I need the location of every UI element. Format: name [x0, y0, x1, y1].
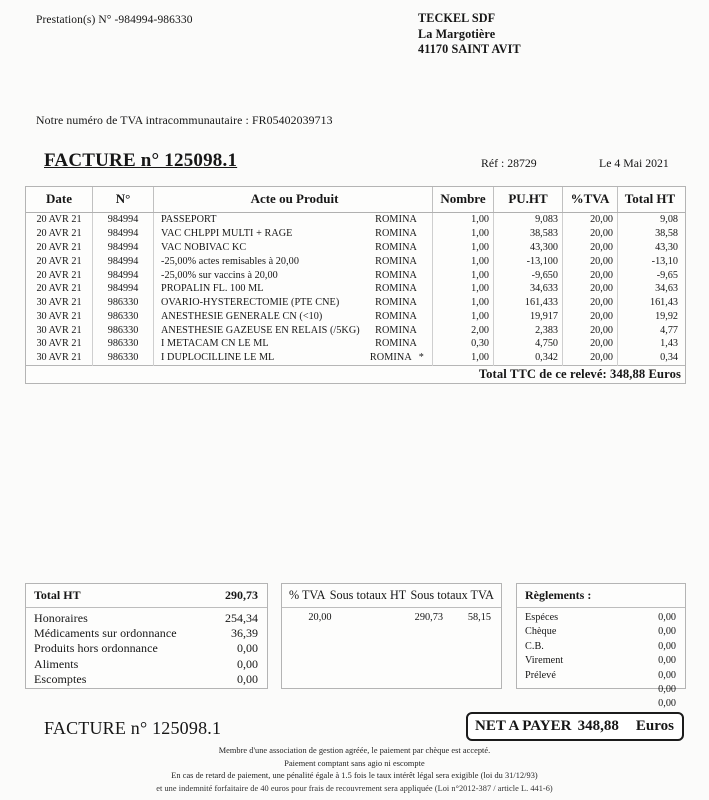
payments-header: [517, 584, 685, 608]
totals-row-value: 36,39: [231, 626, 258, 641]
cell-act: [154, 241, 433, 255]
table-row: [26, 254, 685, 268]
cell-date: 20 AVR 21: [26, 254, 93, 268]
column-header-total-ht: Total HT: [618, 187, 686, 213]
payment-row: [525, 654, 676, 668]
cell-number: 984994: [93, 227, 154, 241]
legal-line: Paiement comptant sans agio ni escompte: [284, 758, 425, 768]
legal-notice: [0, 745, 709, 795]
totals-row-value: 0,00: [237, 671, 258, 686]
act-owner: [375, 270, 428, 281]
cell-quantity: 1,00: [433, 351, 494, 365]
act-owner: [375, 242, 428, 253]
table-row: [26, 309, 685, 323]
payments-box: [516, 583, 686, 710]
owner-name: ROMINA: [375, 255, 417, 267]
cell-quantity: 1,00: [433, 254, 494, 268]
cell-vat-rate: 20,00: [563, 337, 618, 351]
payment-row: [525, 697, 676, 711]
vendor-name: TECKEL SDF: [418, 11, 496, 25]
act-label: ANESTHESIE GENERALE CN (<10): [161, 310, 323, 322]
cell-date: 20 AVR 21: [26, 241, 93, 255]
table-row: [26, 337, 685, 351]
table-row: [26, 296, 685, 310]
totals-row-value: 254,34: [225, 611, 258, 625]
cell-total-ht: 1,43: [660, 338, 678, 350]
totals-row: [34, 672, 258, 687]
table-header: [26, 187, 685, 213]
cell-date: 20 AVR 21: [26, 213, 93, 227]
column-header-quantity: Nombre: [433, 187, 494, 213]
cell-number: 986330: [93, 323, 154, 337]
cell-vat-rate: 20,00: [563, 296, 618, 310]
legal-line: Membre d'une association de gestion agréée, le paiement par chèque est accepté.: [218, 746, 491, 755]
cell-number: 984994: [93, 268, 154, 282]
payment-row: [525, 683, 676, 697]
cell-date: 30 AVR 21: [26, 309, 93, 323]
cell-unit-price: 161,433: [494, 296, 563, 310]
vendor-address-block: [418, 11, 521, 58]
prestation-reference: Prestation(s) N° -984994-986330: [36, 14, 193, 26]
cell-vat-rate: 20,00: [563, 351, 618, 365]
column-header-act: Acte ou Produit: [154, 187, 433, 213]
intracommunity-vat-number: Notre numéro de TVA intracommunautaire : FR05402039713: [36, 113, 333, 127]
totals-row-label: Escomptes: [34, 671, 87, 686]
net-to-pay-label: NET A PAYER: [475, 718, 572, 734]
owner-asterisk: *: [418, 352, 424, 364]
cell-quantity: 1,00: [433, 296, 494, 310]
totals-row: [34, 611, 258, 626]
totals-ht-header: [26, 584, 267, 608]
act-label: OVARIO-HYSTERECTOMIE (PTE CNE): [161, 297, 340, 309]
cell-date: 30 AVR 21: [26, 296, 93, 310]
cell-vat-rate: 20,00: [563, 213, 618, 227]
cell-act: [154, 213, 433, 227]
cell-total-ht: 9,08: [660, 214, 678, 226]
cell-total-ht: 19,92: [655, 310, 678, 322]
cell-date: 20 AVR 21: [26, 227, 93, 241]
cell-number: 984994: [93, 213, 154, 227]
cell-number: 984994: [93, 241, 154, 255]
table-footer: [26, 365, 685, 383]
footer-invoice-title: FACTURE n° 125098.1: [44, 718, 222, 738]
vat-row-subtotal-tva: 58,15: [467, 612, 491, 623]
summary-boxes: [25, 583, 686, 710]
owner-name: ROMINA: [375, 297, 417, 309]
table-row: [26, 282, 685, 296]
cell-act: [154, 296, 433, 310]
cell-quantity: 1,00: [433, 213, 494, 227]
cell-total-ht: 34,63: [655, 283, 678, 295]
totals-row: [34, 641, 258, 656]
cell-unit-price: 2,383: [494, 323, 563, 337]
payment-row-label: Virement: [525, 655, 564, 667]
cell-vat-rate: 20,00: [563, 323, 618, 337]
cell-total-ht: 0,34: [660, 352, 678, 364]
cell-total-ht: 4,77: [660, 324, 678, 336]
act-label: -25,00% sur vaccins à 20,00: [161, 269, 278, 281]
cell-unit-price: 19,917: [494, 309, 563, 323]
owner-name: ROMINA: [375, 241, 417, 253]
cell-date: 30 AVR 21: [26, 351, 93, 365]
payment-row-value: 0,00: [658, 640, 676, 652]
net-to-pay-currency: Euros: [635, 718, 674, 734]
totals-row: [34, 626, 258, 641]
cell-number: 986330: [93, 351, 154, 365]
cell-number: 984994: [93, 282, 154, 296]
act-owner: [375, 228, 428, 239]
net-to-pay-box: [466, 712, 684, 741]
column-header-date: Date: [26, 187, 93, 213]
cell-date: 30 AVR 21: [26, 337, 93, 351]
vat-breakdown-box: [281, 583, 502, 689]
cell-quantity: 1,00: [433, 227, 494, 241]
owner-name: ROMINA: [375, 310, 417, 322]
payment-row-value: 0,00: [658, 684, 676, 696]
vat-col-subtotal-ht: Sous totaux HT: [329, 588, 407, 602]
cell-total-ht: -9,65: [656, 269, 678, 281]
act-label: ANESTHESIE GAZEUSE EN RELAIS (/5KG): [161, 324, 360, 336]
payments-body: [517, 608, 685, 712]
payments-title: Règlements :: [525, 588, 592, 602]
vendor-street: La Margotière: [418, 26, 496, 41]
cell-unit-price: 4,750: [494, 337, 563, 351]
cell-date: 30 AVR 21: [26, 323, 93, 337]
cell-vat-rate: 20,00: [563, 254, 618, 268]
act-label: PROPALIN FL. 100 ML: [161, 283, 264, 295]
cell-act: [154, 282, 433, 296]
column-header-vat-rate: %TVA: [563, 187, 618, 213]
totals-row: [34, 657, 258, 672]
cell-act: [154, 323, 433, 337]
cell-unit-price: -13,100: [494, 254, 563, 268]
table-row: [26, 213, 685, 227]
cell-quantity: 1,00: [433, 241, 494, 255]
cell-quantity: 0,30: [433, 337, 494, 351]
cell-act: [154, 309, 433, 323]
totals-row-label: Médicaments sur ordonnance: [34, 626, 177, 641]
cell-act: [154, 227, 433, 241]
owner-name: ROMINA: [375, 324, 417, 336]
payment-row: [525, 669, 676, 683]
cell-date: 20 AVR 21: [26, 268, 93, 282]
net-to-pay-amount: 348,88: [577, 718, 619, 734]
payment-row-label: Prélevé: [525, 669, 556, 681]
table-row: [26, 351, 685, 365]
act-owner: [375, 256, 428, 267]
payment-row: [525, 625, 676, 639]
payment-row-label: Chèque: [525, 626, 557, 638]
totals-row-value: 0,00: [237, 641, 258, 656]
act-owner: [375, 297, 428, 308]
owner-name: ROMINA: [375, 338, 417, 350]
invoice-title: FACTURE n° 125098.1: [44, 150, 238, 171]
totals-row-label: Produits hors ordonnance: [34, 641, 158, 656]
line-items-table: [26, 187, 685, 383]
cell-number: 984994: [93, 254, 154, 268]
act-owner: [375, 311, 428, 322]
cell-unit-price: -9,650: [494, 268, 563, 282]
cell-number: 986330: [93, 309, 154, 323]
invoice-reference: Réf : 28729: [481, 156, 537, 170]
owner-name: ROMINA: [375, 269, 417, 281]
cell-number: 986330: [93, 296, 154, 310]
act-owner: [370, 352, 428, 363]
table-body: [26, 213, 685, 366]
cell-quantity: 1,00: [433, 309, 494, 323]
vat-col-subtotal-tva: Sous totaux TVA: [410, 588, 494, 602]
cell-quantity: 2,00: [433, 323, 494, 337]
act-owner: [375, 214, 428, 225]
payment-row-value: 0,00: [658, 626, 676, 638]
cell-vat-rate: 20,00: [563, 227, 618, 241]
totals-row-label: Aliments: [34, 656, 79, 671]
cell-unit-price: 0,342: [494, 351, 563, 365]
act-label: PASSEPORT: [161, 214, 217, 226]
vat-row-rate: 20,00: [308, 612, 332, 623]
cell-unit-price: 43,300: [494, 241, 563, 255]
cell-number: 986330: [93, 337, 154, 351]
payment-row: [525, 640, 676, 654]
vat-row-subtotal-ht: 290,73: [414, 612, 443, 623]
vat-col-rate: % TVA: [289, 588, 326, 602]
totals-ht-box: [25, 583, 268, 689]
payment-row-value: 0,00: [658, 669, 676, 681]
table-header-row: [26, 187, 685, 213]
invoice-date: Le 4 Mai 2021: [599, 156, 669, 170]
table-row: [26, 241, 685, 255]
payment-row-value: 0,00: [658, 655, 676, 667]
act-label: I METACAM CN LE ML: [161, 338, 269, 350]
payment-row: [525, 611, 676, 625]
table-row: [26, 323, 685, 337]
owner-name: ROMINA: [375, 228, 417, 240]
cell-total-ht: 161,43: [649, 297, 678, 309]
cell-vat-rate: 20,00: [563, 241, 618, 255]
payment-row-label: Espéces: [525, 612, 559, 623]
act-owner: [375, 283, 428, 294]
totals-ht-value: 290,73: [225, 588, 258, 602]
cell-total-ht: 43,30: [655, 241, 678, 253]
payment-row-value: 0,00: [658, 698, 676, 710]
cell-act: [154, 337, 433, 351]
act-owner: [375, 338, 428, 349]
cell-vat-rate: 20,00: [563, 282, 618, 296]
cell-total-ht: 38,58: [655, 228, 678, 240]
cell-unit-price: 38,583: [494, 227, 563, 241]
column-header-number: N°: [93, 187, 154, 213]
vendor-city: 41170 SAINT AVIT: [418, 42, 521, 56]
line-items-table-container: [25, 186, 686, 384]
vat-breakdown-body: [282, 608, 501, 623]
cell-date: 20 AVR 21: [26, 282, 93, 296]
cell-unit-price: 9,083: [494, 213, 563, 227]
cell-total-ht: -13,10: [651, 255, 678, 267]
owner-name: ROMINA: [375, 283, 417, 295]
act-label: -25,00% actes remisables à 20,00: [161, 255, 299, 267]
legal-line: En cas de retard de paiement, une pénalité égale à 1.5 fois le taux intérêt légal sera exigible (loi du 31/12/93): [171, 771, 538, 781]
table-row: [26, 227, 685, 241]
total-ttc-row: [26, 365, 685, 383]
legal-line: et une indemnité forfaitaire de 40 euros pour frais de recouvrement sera appliquée (Loi n°2012-387 / article L. 441-6): [156, 783, 553, 793]
total-ttc-value: Total TTC de ce relevé: 348,88 Euros: [26, 365, 685, 383]
act-owner: [375, 325, 428, 336]
cell-vat-rate: 20,00: [563, 268, 618, 282]
totals-row-label: Honoraires: [34, 611, 88, 625]
vat-row: [282, 608, 501, 623]
cell-act: [154, 254, 433, 268]
column-header-unit-price: PU.HT: [494, 187, 563, 213]
vat-breakdown-header: [282, 584, 501, 608]
totals-ht-body: [26, 608, 267, 687]
owner-name: ROMINA: [375, 214, 417, 226]
cell-unit-price: 34,633: [494, 282, 563, 296]
totals-ht-label: Total HT: [34, 588, 81, 602]
cell-act: [154, 351, 433, 365]
cell-act: [154, 268, 433, 282]
payment-row-label: C.B.: [525, 640, 544, 652]
payment-row-value: 0,00: [658, 612, 676, 623]
table-row: [26, 268, 685, 282]
cell-quantity: 1,00: [433, 282, 494, 296]
cell-quantity: 1,00: [433, 268, 494, 282]
cell-vat-rate: 20,00: [563, 309, 618, 323]
act-label: VAC NOBIVAC KC: [161, 241, 247, 253]
totals-row-value: 0,00: [237, 656, 258, 671]
owner-name: ROMINA: [369, 352, 412, 364]
act-label: VAC CHLPPI MULTI + RAGE: [161, 228, 293, 240]
act-label: I DUPLOCILLINE LE ML: [161, 352, 275, 364]
